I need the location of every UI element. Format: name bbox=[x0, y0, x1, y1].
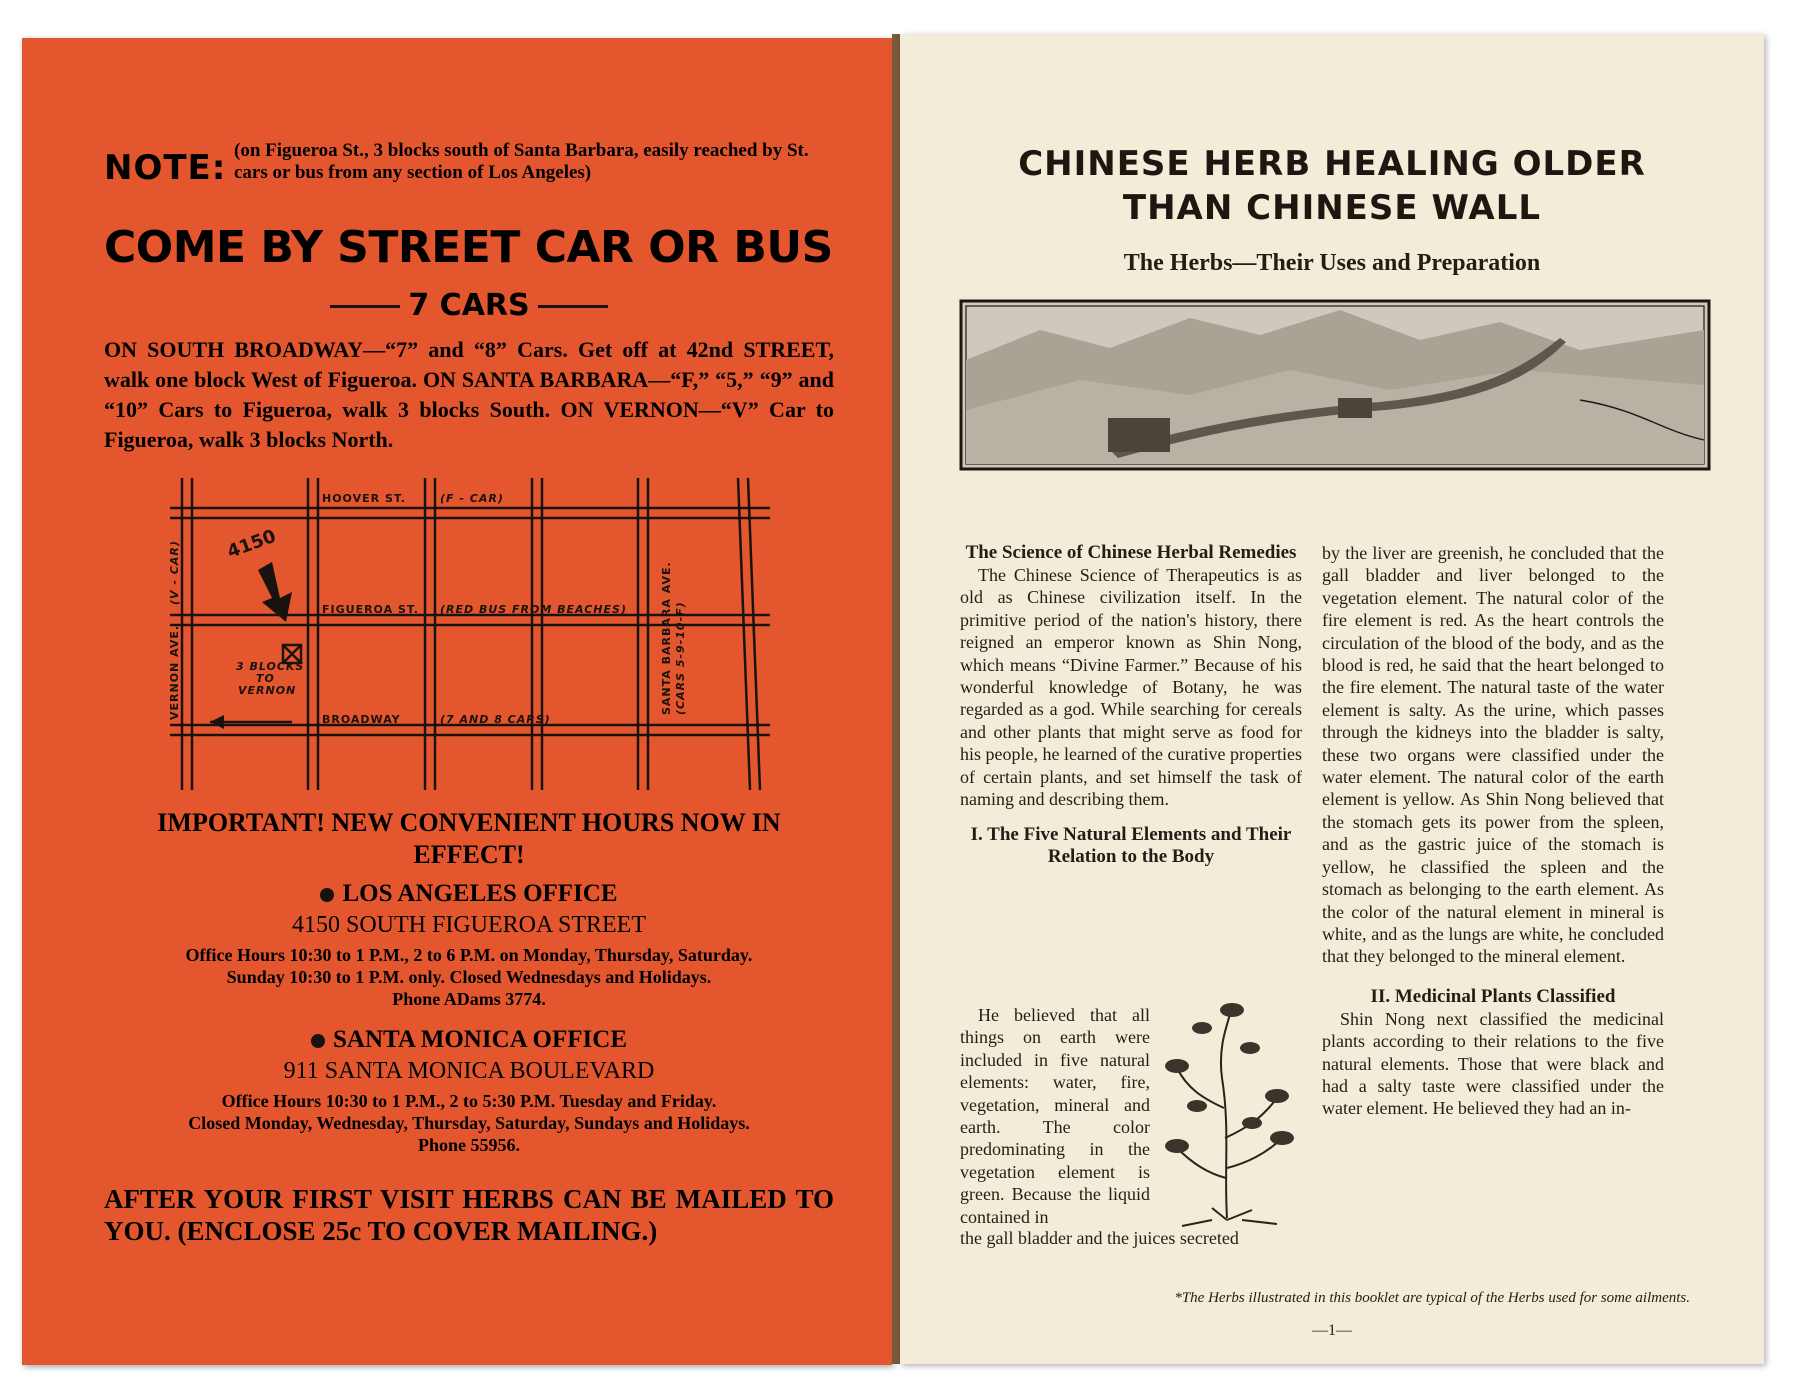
street-car-headline: COME BY STREET CAR OR BUS bbox=[104, 222, 833, 273]
sm-office-title bbox=[104, 1026, 834, 1054]
map-blocks-line3: VERNON bbox=[238, 684, 297, 697]
directions-text: ON SOUTH BROADWAY—“7” and “8” Cars. Get off at 42nd STREET, walk one block West of Figueroa. ON SANTA BARBARA—“F,” “5,” “9” and “10” Cars to Figueroa, walk 3 blocks South. ON VERNON—“V” Car to Figueroa, walk 3 blocks North. bbox=[104, 337, 834, 452]
cars-line bbox=[104, 288, 834, 323]
section-text-elements-body: He believed that all things on earth were included in five natural elements: water, fire, vegetation, mineral and earth. The color predominating in the vegetation element is green. Because the liquid contained in bbox=[960, 1005, 1150, 1227]
section-heading-science: The Science of Chinese Herbal Remedies bbox=[965, 542, 1297, 563]
bullet-icon bbox=[311, 1034, 325, 1048]
map-vernon-label: VERNON AVE. bbox=[168, 624, 181, 720]
section-heading-medicinal-plants: II. Medicinal Plants Classified bbox=[1370, 985, 1616, 1007]
section-text-elements bbox=[960, 1004, 1150, 1228]
section-heading-elements: I. The Five Natural Elements and Their Relation to the Body bbox=[970, 824, 1292, 868]
section-text-elements-tail: the gall bladder and the juices secreted bbox=[960, 1228, 1239, 1248]
mail-order-note: AFTER YOUR FIRST VISIT HERBS CAN BE MAILED TO YOU. (ENCLOSE 25c TO COVER MAILING.) bbox=[104, 1184, 834, 1246]
la-office-address: 4150 SOUTH FIGUEROA STREET bbox=[291, 912, 646, 938]
section-text-medicinal-plants: Shin Nong next classified the medicinal plants according to their relations to the five natural elements. Those that were black and had a salty taste were classified under the water element. He believed they had an in- bbox=[1322, 1008, 1664, 1119]
sm-office-phone: Phone 55956. bbox=[417, 1135, 520, 1155]
map-broadway-label: BROADWAY bbox=[322, 713, 401, 726]
column-right bbox=[1322, 542, 1664, 1120]
map-f-car-label: (F - CAR) bbox=[440, 492, 504, 505]
la-office-title bbox=[104, 880, 834, 908]
arrow-down-icon bbox=[258, 562, 292, 622]
street-map bbox=[170, 470, 770, 790]
page-title bbox=[900, 142, 1764, 230]
sm-office-hours-1: Office Hours 10:30 to 1 P.M., 2 to 5:30 P.M. Tuesday and Friday. bbox=[221, 1091, 717, 1111]
cars-label: 7 CARS bbox=[408, 288, 530, 323]
note-label: NOTE: bbox=[104, 148, 227, 188]
bullet-icon bbox=[320, 888, 334, 902]
page-subtitle: The Herbs—Their Uses and Preparation bbox=[1123, 250, 1541, 276]
la-office-hours-1: Office Hours 10:30 to 1 P.M., 2 to 6 P.M. on Monday, Thursday, Saturday. bbox=[185, 945, 753, 965]
page-number: —1— bbox=[1312, 1322, 1352, 1339]
column-left bbox=[960, 542, 1302, 868]
sm-office-hours-2: Closed Monday, Wednesday, Thursday, Saturday, Sundays and Holidays. bbox=[188, 1113, 750, 1133]
la-office-hours-2: Sunday 10:30 to 1 P.M. only. Closed Wednesdays and Holidays. bbox=[226, 967, 712, 987]
rule-left bbox=[330, 305, 400, 308]
rule-right bbox=[538, 305, 608, 308]
great-wall-illustration bbox=[960, 300, 1710, 470]
map-santa-barbara-cars-label: (CARS 5-9-10-F) bbox=[674, 601, 687, 715]
herb-plant-illustration bbox=[1152, 988, 1302, 1228]
map-hoover-label: HOOVER ST. bbox=[322, 492, 406, 505]
page-footnote: *The Herbs illustrated in this booklet are typical of the Herbs used for some ailments. bbox=[1174, 1290, 1690, 1306]
arrow-left-icon bbox=[210, 715, 224, 729]
sm-office-address: 911 SANTA MONICA BOULEVARD bbox=[283, 1058, 655, 1084]
map-santa-barbara-label: SANTA BARBARA AVE. bbox=[660, 561, 673, 715]
map-broadway-cars-label: (7 AND 8 CARS) bbox=[440, 713, 551, 726]
sm-office-title-text: SANTA MONICA OFFICE bbox=[332, 1026, 627, 1053]
la-office-phone: Phone ADams 3774. bbox=[392, 989, 546, 1009]
booklet-spine bbox=[892, 34, 900, 1364]
map-blocks-line2: TO bbox=[256, 672, 275, 685]
column-right-continued-text: by the liver are greenish, he concluded that the gall bladder and liver belonged to the vegetation element. The natural color of the fire element is red. As the heart controls the circulation of the blood of the body, and as the blood is red, he said that the heart belonged to the fire element. The natural taste of the water element is salty. As the urine, which passes through the kidneys into the bladder is salty, these two organs were classified under the water element. The natural color of the earth element is yellow. As Shin Nong believed that the stomach gets its power from the spleen, and as the gastric juice of the stomach is yellow, he classified the spleen and the stomach as belonging to the earth element. As the color of the natural element in mineral is white, and as the lungs are white, he concluded that they belonged to the mineral element. bbox=[1322, 543, 1664, 967]
note-block bbox=[104, 130, 834, 190]
map-v-car-label: (V - CAR) bbox=[168, 540, 181, 605]
map-blocks-line1: 3 BLOCKS bbox=[236, 660, 305, 673]
page-title-line1: CHINESE HERB HEALING OLDER bbox=[1018, 144, 1646, 184]
right-page-first-page bbox=[900, 34, 1764, 1364]
section-text-science: The Chinese Science of Therapeutics is as old as Chinese civilization itself. In the primitive period of the nation's history, there reigned an emperor known as Shin Nong, which means “Divine Farmer.” Because of his wonderful knowledge of Botany, he was regarded as a god. While searching for cereals and other plants that might serve as food for his people, he learned of the curative properties of certain plants, and set himself the task of naming and describing them. bbox=[960, 565, 1302, 810]
map-address-number: 4150 bbox=[224, 525, 279, 563]
map-red-bus-label: (RED BUS FROM BEACHES) bbox=[440, 603, 627, 616]
important-hours-notice: IMPORTANT! NEW CONVENIENT HOURS NOW IN EFFECT! bbox=[157, 808, 781, 869]
map-figueroa-label: FIGUEROA ST. bbox=[322, 603, 419, 616]
la-office-title-text: LOS ANGELES OFFICE bbox=[342, 880, 618, 907]
page-title-line2: THAN CHINESE WALL bbox=[1122, 188, 1542, 228]
note-text: (on Figueroa St., 3 blocks south of Santa Barbara, easily reached by St. cars or bus from any section of Los Angeles) bbox=[234, 140, 809, 183]
